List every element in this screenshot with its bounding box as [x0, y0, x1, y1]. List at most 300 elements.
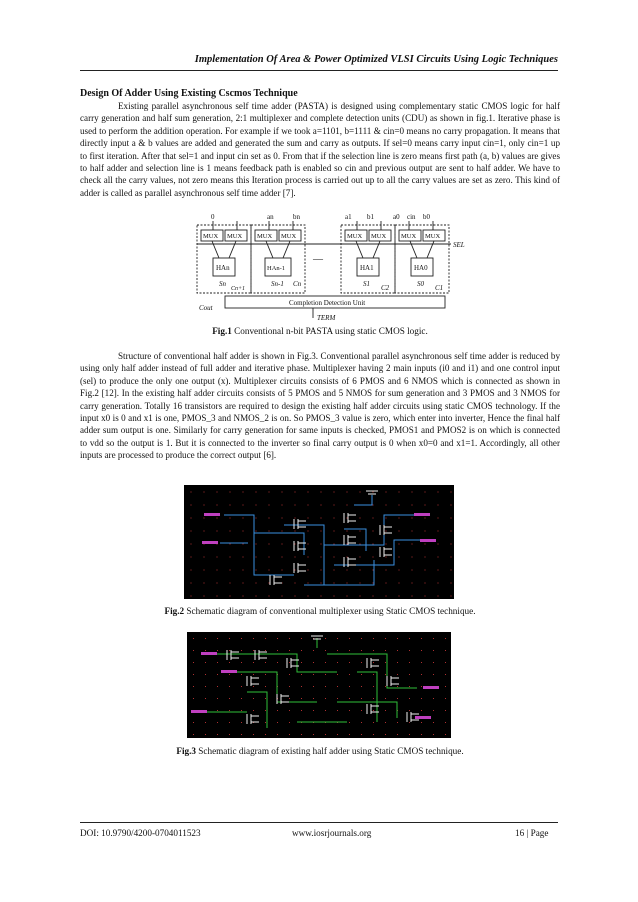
grid-dot	[204, 596, 205, 597]
input-label: an	[267, 213, 274, 221]
grid-dot	[229, 734, 230, 735]
grid-dot	[433, 650, 434, 651]
grid-dot	[204, 505, 205, 506]
grid-dot	[360, 557, 361, 558]
grid-dot	[229, 698, 230, 699]
grid-dot	[451, 518, 452, 519]
grid-dot	[397, 662, 398, 663]
grid-dot	[373, 662, 374, 663]
grid-dot	[191, 583, 192, 584]
grid-dot	[217, 662, 218, 663]
grid-dot	[349, 686, 350, 687]
figure-2-mux-schematic	[184, 485, 454, 599]
paragraph-pasta	[80, 100, 560, 199]
grid-dot	[373, 492, 374, 493]
grid-dot	[269, 518, 270, 519]
grid-dot	[229, 638, 230, 639]
grid-dot	[230, 492, 231, 493]
grid-dot	[217, 734, 218, 735]
grid-dot	[325, 710, 326, 711]
grid-dot	[241, 722, 242, 723]
grid-dot	[205, 722, 206, 723]
grid-dot	[433, 674, 434, 675]
grid-dot	[425, 531, 426, 532]
paragraph-half-adder	[80, 350, 560, 462]
grid-dot	[256, 531, 257, 532]
grid-dot	[361, 638, 362, 639]
grid-dot	[325, 698, 326, 699]
grid-dot	[265, 734, 266, 735]
grid-dot	[217, 722, 218, 723]
grid-dot	[282, 492, 283, 493]
grid-dot	[386, 596, 387, 597]
grid-dot	[217, 557, 218, 558]
grid-dot	[321, 518, 322, 519]
grid-dot	[451, 505, 452, 506]
grid-dot	[412, 518, 413, 519]
input-label: a0	[393, 213, 400, 221]
grid-dot	[386, 518, 387, 519]
grid-dot	[334, 583, 335, 584]
grid-dot	[253, 698, 254, 699]
grid-dot	[433, 734, 434, 735]
grid-dot	[433, 722, 434, 723]
grid-dot	[347, 583, 348, 584]
grid-dot	[193, 662, 194, 663]
grid-dot	[425, 557, 426, 558]
grid-dot	[204, 583, 205, 584]
grid-dot	[191, 505, 192, 506]
grid-dot	[438, 492, 439, 493]
grid-dot	[425, 518, 426, 519]
grid-dot	[282, 531, 283, 532]
grid-dot	[412, 596, 413, 597]
grid-dot	[229, 662, 230, 663]
grid-dot	[308, 492, 309, 493]
grid-dot	[321, 492, 322, 493]
grid-dot	[301, 686, 302, 687]
sum-label: Sn-1	[271, 280, 284, 288]
grid-dot	[204, 557, 205, 558]
figure-3-half-adder-schematic	[187, 632, 451, 738]
grid-dot	[385, 638, 386, 639]
ha-label: HA1	[360, 264, 374, 272]
grid-dot	[349, 710, 350, 711]
grid-dot	[337, 674, 338, 675]
grid-dot	[325, 650, 326, 651]
grid-dot	[269, 531, 270, 532]
grid-dot	[217, 698, 218, 699]
grid-dot	[289, 674, 290, 675]
input-label: 0	[211, 213, 215, 221]
grid-dot	[361, 650, 362, 651]
grid-dot	[230, 518, 231, 519]
grid-dot	[295, 557, 296, 558]
grid-dot	[253, 650, 254, 651]
grid-dot	[277, 710, 278, 711]
grid-dot	[433, 638, 434, 639]
mux-row	[201, 230, 445, 241]
grid-dot	[397, 650, 398, 651]
grid-dot	[421, 722, 422, 723]
grid-dot	[385, 662, 386, 663]
grid-dot	[282, 544, 283, 545]
grid-dot	[373, 531, 374, 532]
grid-dot	[397, 686, 398, 687]
grid-dot	[361, 734, 362, 735]
grid-dot	[308, 531, 309, 532]
grid-dot	[193, 686, 194, 687]
grid-dot	[445, 710, 446, 711]
grid-dot	[334, 492, 335, 493]
mux-label: MUX	[371, 233, 387, 240]
grid-dot	[241, 734, 242, 735]
grid-dot	[217, 710, 218, 711]
grid-dot	[399, 505, 400, 506]
grid-dot	[193, 734, 194, 735]
grid-dot	[409, 662, 410, 663]
grid-dot	[451, 492, 452, 493]
grid-dot	[241, 710, 242, 711]
grid-dot	[277, 722, 278, 723]
carry-label: Cn	[293, 280, 302, 288]
grid-dot	[229, 722, 230, 723]
ellipsis-dash: —	[313, 254, 323, 265]
cdu-label: Completion Detection Unit	[289, 299, 366, 307]
grid-dot	[438, 583, 439, 584]
grid-dot	[230, 505, 231, 506]
grid-dot	[301, 662, 302, 663]
grid-dot	[421, 710, 422, 711]
grid-dot	[399, 596, 400, 597]
grid-dot	[409, 638, 410, 639]
grid-dot	[347, 596, 348, 597]
caption-label: Fig.2	[164, 606, 185, 616]
grid-dot	[451, 596, 452, 597]
grid-dot	[385, 710, 386, 711]
grid-dot	[230, 557, 231, 558]
grid-dot	[313, 686, 314, 687]
grid-dot	[269, 557, 270, 558]
grid-dot	[229, 710, 230, 711]
grid-dot	[385, 674, 386, 675]
grid-dot	[265, 638, 266, 639]
grid-dot	[301, 734, 302, 735]
grid-dot	[191, 531, 192, 532]
mux-label: MUX	[203, 233, 219, 240]
grid-dot	[409, 698, 410, 699]
sum-label: S0	[417, 280, 424, 288]
grid-dot	[205, 698, 206, 699]
grid-dot	[337, 686, 338, 687]
grid-dot	[253, 674, 254, 675]
grid-dot	[256, 518, 257, 519]
grid-dot	[265, 698, 266, 699]
grid-dot	[425, 596, 426, 597]
grid-dot	[373, 570, 374, 571]
cout-label: Cout	[199, 304, 213, 312]
grid-dot	[289, 650, 290, 651]
grid-dot	[386, 583, 387, 584]
grid-dot	[253, 686, 254, 687]
grid-dot	[229, 650, 230, 651]
grid-dot	[397, 674, 398, 675]
grid-dot	[409, 734, 410, 735]
grid-dot	[421, 734, 422, 735]
grid-dot	[269, 596, 270, 597]
grid-dot	[308, 518, 309, 519]
grid-dot	[385, 722, 386, 723]
grid-dot	[243, 544, 244, 545]
grid-dot	[308, 544, 309, 545]
caption-text: Schematic diagram of conventional multiplexer using Static CMOS technique.	[184, 606, 476, 616]
grid-dot	[282, 518, 283, 519]
caption-label: Fig.1	[212, 326, 232, 336]
term-label: TERM	[317, 314, 336, 322]
grid-dot	[301, 638, 302, 639]
grid-dot	[289, 686, 290, 687]
grid-dot	[230, 583, 231, 584]
grid-dot	[241, 650, 242, 651]
grid-dot	[269, 492, 270, 493]
grid-dot	[438, 570, 439, 571]
grid-dot	[295, 492, 296, 493]
ha-label: HAn-1	[267, 265, 286, 272]
grid-dot	[205, 674, 206, 675]
grid-dot	[282, 570, 283, 571]
grid-dot	[334, 570, 335, 571]
grid-dot	[230, 596, 231, 597]
grid-dot	[205, 734, 206, 735]
grid-dot	[282, 596, 283, 597]
grid-dot	[295, 596, 296, 597]
grid-dot	[361, 698, 362, 699]
grid-dot	[385, 686, 386, 687]
grid-dot	[386, 531, 387, 532]
grid-dot	[217, 583, 218, 584]
grid-dot	[409, 686, 410, 687]
grid-dot	[445, 638, 446, 639]
grid-dot	[399, 583, 400, 584]
footer-site: www.iosrjournals.org	[292, 828, 372, 838]
grid-dot	[451, 544, 452, 545]
grid-dot	[295, 544, 296, 545]
grid-dot	[308, 570, 309, 571]
grid-dot	[445, 734, 446, 735]
grid-dot	[204, 492, 205, 493]
footer-page: 16 | Page	[515, 828, 549, 838]
grid-dot	[321, 570, 322, 571]
grid-dot	[256, 583, 257, 584]
grid-dot	[243, 505, 244, 506]
grid-dot	[451, 570, 452, 571]
grid-dot	[337, 734, 338, 735]
section-heading: Design Of Adder Using Existing Cscmos Technique	[80, 88, 298, 99]
grid-dot	[295, 505, 296, 506]
input-label: b1	[367, 213, 374, 221]
sel-label: SEL	[453, 241, 465, 249]
grid-dot	[205, 638, 206, 639]
grid-dot	[425, 492, 426, 493]
grid-dot	[438, 518, 439, 519]
grid-dot	[421, 686, 422, 687]
grid-dot	[321, 531, 322, 532]
grid-dot	[308, 505, 309, 506]
input-label: cin	[407, 213, 416, 221]
grid-dot	[325, 686, 326, 687]
grid-dot	[256, 505, 257, 506]
grid-dot	[347, 544, 348, 545]
grid-dot	[265, 650, 266, 651]
grid-dot	[193, 698, 194, 699]
grid-dot	[399, 531, 400, 532]
grid-dot	[313, 734, 314, 735]
grid-dot	[321, 557, 322, 558]
grid-dot	[217, 531, 218, 532]
grid-dot	[425, 544, 426, 545]
caption-label: Fig.3	[176, 746, 196, 756]
grid-dot	[269, 570, 270, 571]
grid-dot	[217, 674, 218, 675]
ha-label: HA0	[414, 264, 428, 272]
grid-dot	[373, 686, 374, 687]
figure-1-pasta-diagram	[195, 212, 475, 324]
grid-dot	[425, 505, 426, 506]
grid-dot	[205, 686, 206, 687]
grid-dot	[256, 596, 257, 597]
paragraph-text: Existing parallel asynchronous self time adder (PASTA) is designed using complementary static CMOS logic for half carry generation and half sum generation, 2:1 multiplexer and complete detection units (CDU) as shown in fig.1. Iterative phase is used to perform the addition operation. For example if we took a=1101, b=1111 & cin=0 means no carry propagation. It means that directly input a & b values are added and generated the sum and carry as outputs. If sel=0 means carry input cin=1, only cin=1 up to first iteration. After that sel=1 and input cin set as 0. From that if the selection line is zero means first path (a, b) values are gives to half adder and selection line is 1 means feedback path is enabled so cin and previous output are sent to half adder. We have to check all the carry values, not zero means this Iteration process is carried out up to all the carry values are set as zero. This kind of adder is called as parallel asynchronous self time adder [7].	[80, 101, 560, 198]
grid-dot	[301, 674, 302, 675]
input-label: bn	[293, 213, 300, 221]
grid-dot	[243, 557, 244, 558]
grid-dot	[360, 492, 361, 493]
grid-dot	[301, 698, 302, 699]
grid-dot	[265, 674, 266, 675]
grid-dot	[349, 662, 350, 663]
grid-dot	[347, 557, 348, 558]
grid-dot	[277, 650, 278, 651]
grid-dot	[373, 518, 374, 519]
grid-dot	[265, 710, 266, 711]
grid-dot	[397, 734, 398, 735]
grid-dot	[438, 505, 439, 506]
grid-dot	[438, 544, 439, 545]
mux-label: MUX	[347, 233, 363, 240]
grid-dot	[386, 505, 387, 506]
grid-dot	[269, 544, 270, 545]
grid-dot	[337, 650, 338, 651]
grid-dot	[373, 596, 374, 597]
input-label: b0	[423, 213, 430, 221]
grid-dot	[253, 734, 254, 735]
grid-dot	[438, 557, 439, 558]
grid-dot	[191, 492, 192, 493]
grid-dot	[445, 662, 446, 663]
grid-dot	[373, 698, 374, 699]
grid-dot	[295, 583, 296, 584]
grid-dot	[243, 596, 244, 597]
grid-dot	[412, 544, 413, 545]
grid-dot	[313, 674, 314, 675]
grid-dot	[217, 596, 218, 597]
grid-dot	[265, 722, 266, 723]
grid-dot	[445, 686, 446, 687]
grid-dot	[321, 596, 322, 597]
grid-dot	[445, 722, 446, 723]
grid-dot	[277, 662, 278, 663]
grid-dot	[241, 674, 242, 675]
grid-dot	[325, 734, 326, 735]
grid-dot	[241, 638, 242, 639]
grid-dot	[373, 650, 374, 651]
grid-dot	[334, 596, 335, 597]
caption-text: Schematic diagram of existing half adder using Static CMOS technique.	[196, 746, 464, 756]
grid-dot	[289, 662, 290, 663]
grid-dot	[385, 650, 386, 651]
grid-dot	[308, 596, 309, 597]
grid-dot	[373, 638, 374, 639]
grid-dot	[409, 674, 410, 675]
grid-dot	[386, 570, 387, 571]
grid-dot	[412, 583, 413, 584]
grid-dot	[386, 492, 387, 493]
grid-dot	[217, 650, 218, 651]
grid-dot	[373, 544, 374, 545]
grid-dot	[289, 722, 290, 723]
grid-dot	[337, 710, 338, 711]
grid-dot	[361, 662, 362, 663]
grid-dot	[421, 662, 422, 663]
grid-dot	[191, 596, 192, 597]
grid-dot	[373, 710, 374, 711]
grid-dot	[243, 531, 244, 532]
grid-dot	[217, 570, 218, 571]
grid-dot	[313, 698, 314, 699]
grid-dot	[334, 544, 335, 545]
grid-dot	[295, 531, 296, 532]
grid-dot	[334, 505, 335, 506]
grid-dot	[256, 492, 257, 493]
grid-dot	[360, 570, 361, 571]
grid-dot	[321, 505, 322, 506]
mux-label: MUX	[281, 233, 297, 240]
grid-dot	[412, 492, 413, 493]
grid-dot	[253, 662, 254, 663]
grid-dot	[204, 531, 205, 532]
grid-dot	[421, 674, 422, 675]
grid-dot	[397, 698, 398, 699]
grid-dot	[360, 518, 361, 519]
grid-dot	[409, 650, 410, 651]
grid-dot	[230, 531, 231, 532]
grid-dot	[360, 596, 361, 597]
grid-dot	[243, 570, 244, 571]
grid-dot	[301, 650, 302, 651]
grid-dot	[409, 722, 410, 723]
grid-dot	[191, 557, 192, 558]
footer-doi: DOI: 10.9790/4200-0704011523	[80, 828, 201, 838]
grid-dot	[386, 557, 387, 558]
grid-dot	[204, 518, 205, 519]
grid-dot	[282, 557, 283, 558]
grid-dot	[373, 674, 374, 675]
grid-dot	[277, 638, 278, 639]
mux-label: MUX	[401, 233, 417, 240]
grid-dot	[308, 583, 309, 584]
grid-dot	[193, 674, 194, 675]
grid-dot	[399, 544, 400, 545]
grid-dot	[360, 544, 361, 545]
